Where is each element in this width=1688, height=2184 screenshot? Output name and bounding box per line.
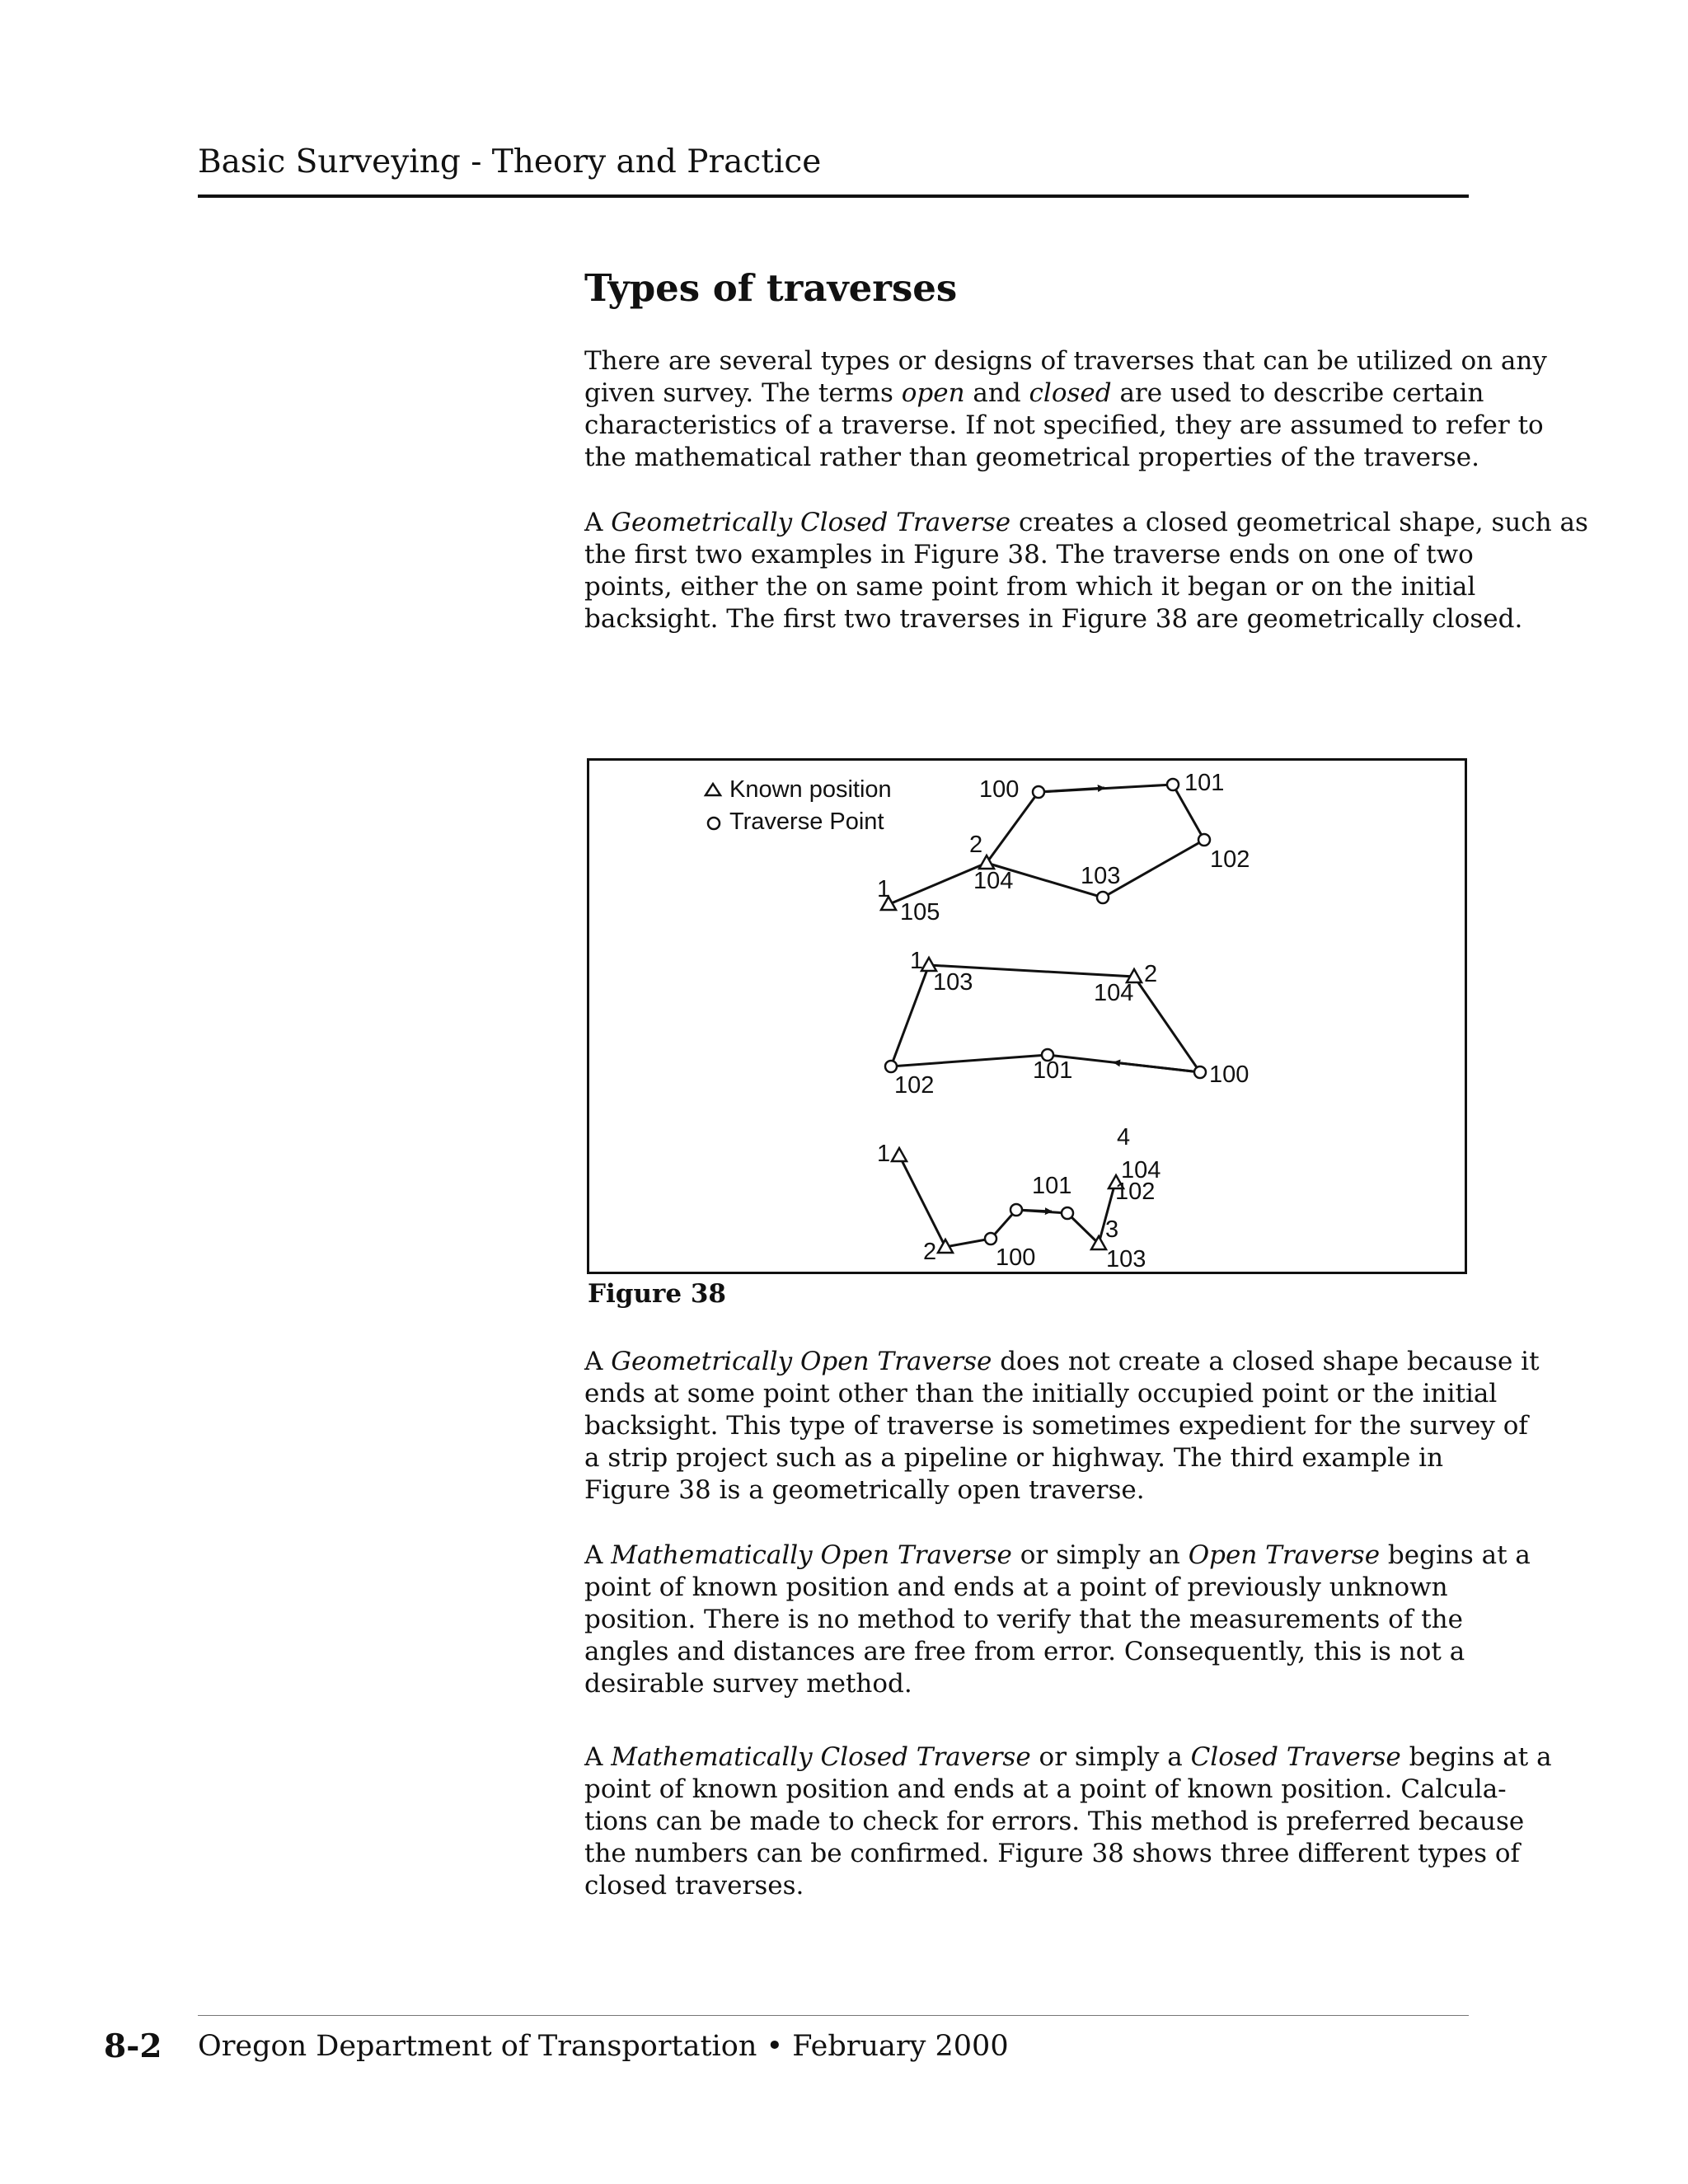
- paragraph-mathematically-closed: [584, 1741, 1552, 1902]
- footer-text: Oregon Department of Transportation • February 2000: [198, 2030, 1009, 2063]
- legend-traverse-label: Traverse Point: [729, 808, 884, 835]
- figure-caption: Figure 38: [588, 1279, 726, 1309]
- text-line: points, either the on same point from which it began or on the initial: [584, 572, 1476, 602]
- direction-arrow: [1114, 1062, 1200, 1072]
- text-run: begins at a: [1380, 1540, 1531, 1570]
- legend-known-label: Known position: [729, 776, 892, 803]
- traverse-3-path: [899, 1155, 1115, 1247]
- traverse-1: [881, 779, 1210, 910]
- text-run: A: [584, 1540, 612, 1570]
- text-run: does not create a closed shape because it: [992, 1347, 1540, 1376]
- footer-rule: [198, 2015, 1469, 2016]
- traverse-point-marker: [1194, 1066, 1206, 1078]
- point-label: 103: [933, 969, 973, 996]
- traverse-diagram: [589, 761, 1465, 1272]
- text-line: ends at some point other than the initially occupied point or the initial: [584, 1379, 1498, 1408]
- text-line: a strip project such as a pipeline or highway. The third example in: [584, 1443, 1444, 1473]
- text-run: given survey. The terms: [584, 378, 902, 408]
- header-rule: [198, 194, 1469, 198]
- traverse-point-marker: [1167, 779, 1179, 790]
- text-line: point of known position and ends at a point of previously unknown: [584, 1572, 1448, 1602]
- point-label: 100: [996, 1244, 1036, 1271]
- text-line: characteristics of a traverse. If not specified, they are assumed to refer to: [584, 410, 1544, 440]
- text-line: the mathematical rather than geometrical properties of the traverse.: [584, 443, 1479, 472]
- point-label: 4: [1117, 1124, 1131, 1151]
- paragraph-geometrically-open: [584, 1346, 1540, 1507]
- point-label: 2: [1144, 961, 1158, 987]
- page-number: 8-2: [104, 2027, 162, 2065]
- text-line: the first two examples in Figure 38. The traverse ends on one of two: [584, 540, 1474, 569]
- point-label: 101: [1032, 1173, 1072, 1199]
- paragraph-mathematically-open: [584, 1540, 1531, 1700]
- point-label: 101: [1033, 1057, 1073, 1084]
- point-label: 2: [969, 832, 983, 858]
- text-run: creates a closed geometrical shape, such as: [1010, 508, 1588, 537]
- point-label: 102: [894, 1072, 935, 1099]
- text-line: [584, 1540, 1531, 1572]
- figure-38: [587, 758, 1467, 1274]
- section-title: Types of traverses: [584, 266, 958, 310]
- text-line: angles and distances are free from error. Consequently, this is not a: [584, 1637, 1465, 1666]
- point-label: 101: [1184, 770, 1225, 796]
- text-line: [584, 1741, 1552, 1774]
- text-run: A: [584, 508, 612, 537]
- point-label: 3: [1105, 1216, 1119, 1243]
- text-line: [584, 507, 1588, 539]
- text-line: tions can be made to check for errors. This method is preferred because: [584, 1807, 1525, 1836]
- traverse-point-marker: [1198, 834, 1210, 846]
- text-run: A: [584, 1347, 612, 1376]
- text-line: There are several types or designs of traverses that can be utilized on any: [584, 346, 1547, 376]
- text-run: and: [964, 378, 1029, 408]
- traverse-1-path: [889, 785, 1204, 904]
- point-label: 103: [1106, 1246, 1146, 1272]
- term-open-traverse: Open Traverse: [1188, 1540, 1381, 1570]
- traverse-3: [892, 1148, 1123, 1253]
- point-label: 2: [923, 1239, 937, 1265]
- text-line: position. There is no method to verify that the measurements of the: [584, 1605, 1463, 1634]
- text-line: [584, 377, 1484, 410]
- point-label: 104: [1094, 980, 1134, 1006]
- traverse-point-marker: [1062, 1207, 1073, 1219]
- paragraph-geometrically-closed: [584, 507, 1588, 635]
- traverse-point-marker: [985, 1233, 996, 1244]
- traverse-point-marker: [885, 1061, 897, 1072]
- point-label: 1: [877, 876, 891, 902]
- term-mathematically-open: Mathematically Open Traverse: [611, 1540, 1012, 1570]
- point-label: 102: [1115, 1179, 1156, 1205]
- text-line: closed traverses.: [584, 1871, 804, 1900]
- text-line: backsight. The first two traverses in Figure 38 are geometrically closed.: [584, 604, 1523, 634]
- text-run: or simply an: [1011, 1540, 1189, 1570]
- traverse-point-marker: [1010, 1204, 1022, 1216]
- term-closed-traverse: Closed Traverse: [1190, 1742, 1401, 1772]
- text-line: desirable survey method.: [584, 1669, 912, 1699]
- text-line: Figure 38 is a geometrically open traverse.: [584, 1475, 1145, 1505]
- point-label: 102: [1210, 846, 1250, 873]
- text-line: [584, 1346, 1540, 1378]
- point-label: 104: [1121, 1157, 1161, 1183]
- point-label: 103: [1081, 863, 1121, 889]
- known-point-marker: [892, 1148, 907, 1161]
- text-line: point of known position and ends at a point of known position. Calcula-: [584, 1774, 1507, 1804]
- traverse-1-labels: [877, 770, 1250, 926]
- term-closed: closed: [1029, 378, 1112, 408]
- term-open: open: [901, 378, 965, 408]
- traverse-point-marker: [1033, 786, 1044, 798]
- point-label: 100: [1209, 1062, 1250, 1088]
- text-run: begins at a: [1400, 1742, 1552, 1772]
- text-line: the numbers can be confirmed. Figure 38 shows three different types of: [584, 1839, 1521, 1868]
- running-head: Basic Surveying - Theory and Practice: [198, 143, 822, 180]
- paragraph-intro: [584, 345, 1547, 474]
- legend: [706, 776, 892, 835]
- text-run: A: [584, 1742, 612, 1772]
- traverse-point-marker: [1097, 892, 1109, 903]
- legend-circle-icon: [708, 818, 720, 829]
- point-label: 100: [979, 776, 1020, 803]
- legend-triangle-icon: [706, 784, 720, 795]
- point-label: 1: [877, 1141, 891, 1167]
- point-label: 104: [973, 868, 1014, 894]
- point-label: 1: [910, 948, 924, 974]
- term-mathematically-closed: Mathematically Closed Traverse: [611, 1742, 1031, 1772]
- text-run: or simply a: [1030, 1742, 1191, 1772]
- text-line: backsight. This type of traverse is sometimes expedient for the survey of: [584, 1411, 1528, 1441]
- text-run: are used to describe certain: [1111, 378, 1484, 408]
- term-geometrically-open: Geometrically Open Traverse: [611, 1347, 992, 1376]
- point-label: 105: [900, 899, 940, 926]
- term-geometrically-closed: Geometrically Closed Traverse: [611, 508, 1011, 537]
